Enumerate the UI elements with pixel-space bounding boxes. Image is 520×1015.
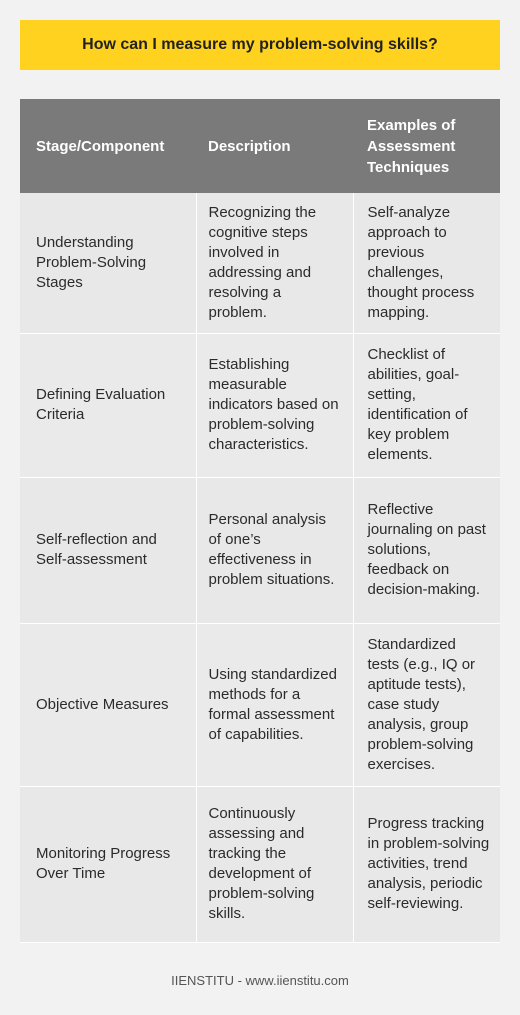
- header-stage: Stage/Component: [36, 137, 165, 155]
- cell-description: Continuously assessing and tracking the development of problem-solving skills.: [196, 786, 353, 942]
- table-row: [20, 333, 500, 477]
- page-title: How can I measure my problem-solving skills?: [82, 36, 438, 53]
- cell-description: Establishing measurable indicators based on problem-solving characteristics.: [196, 333, 353, 477]
- table-row: [20, 786, 500, 942]
- cell-description: Personal analysis of one’s effectiveness in problem situations.: [196, 477, 353, 623]
- cell-stage: Monitoring Progress Over Time: [20, 786, 196, 942]
- table-body: [20, 193, 500, 942]
- cell-examples: Reflective journaling on past solutions, feedback on decision-making.: [353, 477, 500, 623]
- assessment-table: [20, 99, 500, 943]
- footer-credit: IIENSTITU - www.iienstitu.com: [171, 973, 349, 988]
- table-row: [20, 623, 500, 786]
- cell-stage: Defining Evaluation Criteria: [20, 333, 196, 477]
- cell-examples: Progress tracking in problem-solving activities, trend analysis, periodic self-reviewing.: [353, 786, 500, 942]
- title-banner: [20, 20, 500, 70]
- cell-description: Recognizing the cognitive steps involved in addressing and resolving a problem.: [196, 193, 353, 333]
- table-header: [20, 99, 500, 193]
- cell-stage: Objective Measures: [20, 623, 196, 786]
- cell-stage: Understanding Problem-Solving Stages: [20, 193, 196, 333]
- cell-stage: Self-reflection and Self-assessment: [20, 477, 196, 623]
- cell-examples: Checklist of abilities, goal-setting, identification of key problem elements.: [353, 333, 500, 477]
- header-examples: Examples of Assessment Techniques: [367, 116, 456, 176]
- cell-examples: Self-analyze approach to previous challenges, thought process mapping.: [353, 193, 500, 333]
- cell-examples: Standardized tests (e.g., IQ or aptitude tests), case study analysis, group problem-solving exercises.: [353, 623, 500, 786]
- cell-description: Using standardized methods for a formal assessment of capabilities.: [196, 623, 353, 786]
- header-row: [20, 99, 500, 193]
- assessment-table-container: [20, 99, 500, 943]
- table-row: [20, 477, 500, 623]
- header-description: Description: [208, 137, 291, 155]
- table-row: [20, 193, 500, 333]
